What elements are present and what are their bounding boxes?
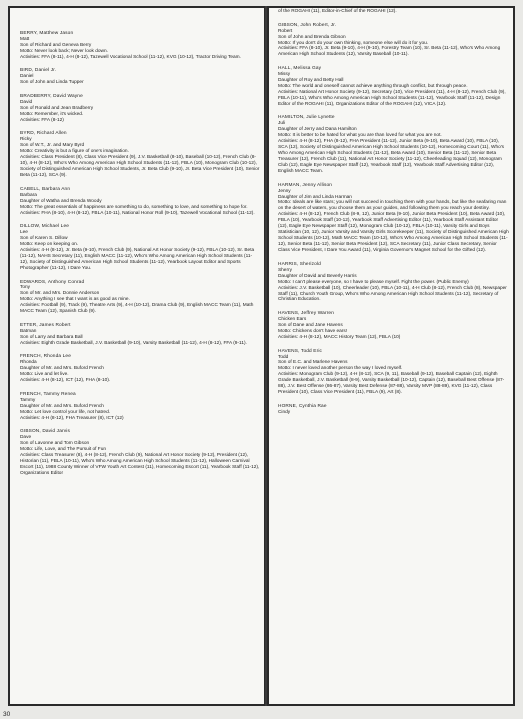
senior-name: BERRY, Matthew Jason [20, 31, 74, 36]
entry-line: Activities: 4-H (8-12), FHA (8-12), FHA President (11-12), Junior Beta (9-10), Beta Award (10), FBLA (10), SCA (12), Society of Distinguished American High School Students (10-12), Homecoming Court (11), Who's Who Among American High School Students (11-12), Beta Award (10), Senior Beta (11-12), Senior Beta Treasurer (12), French Club (11), National Art Honor Society (11-12), Cheerleading Squad (12), Monogram Club (12), Eagle Eye Newspaper Staff (12), Yearbook Staff (12), Yearbook Staff Advertising Editor (12), English MACC Team. [278, 139, 505, 174]
senior-entry [20, 354, 260, 384]
entry-line: Motto: The great essentials of happiness are something to do, something to love, and something to hope for. [20, 204, 248, 210]
entry-line: Son of W.T., Jr. and Mary Byrd [20, 143, 85, 149]
entry-line: Son of Ronald and Jean Bradberry [20, 105, 94, 111]
entry-line: Motto: Chickens don't have ears! [278, 328, 348, 334]
entry-line: Cindy [278, 409, 291, 415]
entry-line: Motto: It is better to be hated for what you are than loved for what you are not. [278, 133, 442, 139]
entry-line: Daughter of Jim and Linda Harman [278, 194, 352, 200]
entry-line: Son of John and Brenda Gibson [278, 34, 346, 40]
entry-line: Matt [20, 36, 30, 42]
senior-entry [278, 349, 509, 397]
senior-entry [20, 323, 260, 347]
senior-name: ETTER, James Robert [20, 322, 71, 328]
entry-line: Activities: Football (9), Track (9), Theatre Arts (9), 4-H (10-12), Drama Club (9), English MACC Team (11), Math MACC Team (12), Spanish Club (9). [20, 303, 254, 315]
senior-name: HAVENS, Jeffrey Warren [278, 311, 335, 317]
entry-line: Activities: FFA (8-10), Jr. Beta (9-10), 4-H (9-10), Forestry Team (10), Sr. Beta (11-12), Who's Who Among American High School Students (12), Varsity Baseball (10-11). [278, 46, 501, 58]
entry-line: Activities: J.V. Basketball (10), Cheerleader (10), FBLA (10-11), 4-H Club (8-12), French Club (8), Newspaper Staff (11), Church Youth Group, Who's Who Among American High School Students (11-12), Secretary of Christian Education. [278, 285, 507, 303]
entry-line: Todd [278, 354, 289, 360]
senior-entry [20, 429, 260, 477]
senior-name: DILLOW, Michael Lee [20, 224, 70, 230]
entry-line: Son of Larry and Barbara Ball [20, 334, 83, 340]
entry-line: Daniel [20, 74, 34, 80]
entry-line: Activities: Monogram Club (9-12), 4-H (8-12), SCA (9, 11), Baseball (9-12), Baseball Captain (12), Eighth Grade Basketball, J.V. Basketball (8-9), Varsity Basketball (10-12), Captain (12), Baseball Best Offense (87-88), J.V. Best Offense (86-87), Varsity Best Defense (87-88), Varsity MVP (88-89), KVG (11-12), Class President (10), Class Vice President (11), FBLA (9), Art (8). [278, 372, 505, 396]
entry-line: Daughter of Watha and Brenda Woody [20, 198, 102, 204]
senior-name: CABELL, Barbara Ann [20, 186, 71, 192]
senior-entry [278, 9, 509, 15]
senior-name: GIBSON, David Jarvis [20, 429, 70, 435]
senior-entry [278, 183, 509, 254]
senior-name: BYRD, Richard Allen [20, 131, 67, 137]
entry-line: Activities: Eighth Grade Basketball, J.V. Basketball (9-10), Varsity Basketball (11-12), 4-H (8-12), FFA (9-11). [20, 340, 247, 346]
entry-line: Son of Dane and Jane Havens [278, 323, 343, 329]
entry-line: Dave [20, 435, 32, 441]
entry-line: Activities: National Art Honor Society (9-12), Secretary (10), Vice President (11), 4-H (8-12), French Club (9), FBLA (10-11), Who's Who Among American High School Students (11-12), Yearbook Staff (11-12), Design Editor of the ROGAHI (11), Organizations Editor of the ROGAHI (12), VICA (12). [278, 89, 506, 107]
senior-name: HARMAN, Jenny Allison [278, 182, 333, 188]
entry-line: Son of Karen S. Dillow [20, 236, 68, 242]
entry-line: Motto: Ideals are like stars; you will not succeed in touching them with your hands, but like the seafaring man on the desert of waters, you choose them as your guides, and following them you reach your destiny. [278, 200, 507, 212]
senior-name: BRADBERRY, David Wayne [20, 94, 83, 99]
entry-line: Son of Lavonne and Tom Gibson [20, 441, 90, 447]
senior-name: HALL, Melissa Gay [278, 66, 322, 72]
entry-line: Activities: Class President (8), Class Vice President (9), J.V. Basketball (8-10), Baseball (10-12), French Club (8-10), 4-H (8-12), Who's Who Among American High School Students (11-12), FBLA (10), Monogram Club (10-12), Society of Distinguished American High School Students, Jr. Beta Club (9-10), Jr. Beta Vice President (10), Senior Beta (11-12), SCA (9). [20, 155, 260, 179]
senior-name: BIRD, Daniel Jr. [20, 68, 57, 74]
entry-line: Son of E.C. and Marlene Havens [278, 360, 348, 366]
entry-line: Son of John and Linda Tupper [20, 80, 84, 86]
senior-name: EDWARDS, Anthony Conrad [20, 279, 85, 285]
senior-name: FRENCH, Rhonda Lee [20, 354, 72, 360]
entry-line: Tony [20, 285, 31, 291]
senior-name: HAMILTON, Julie Lynette [278, 115, 335, 121]
senior-entry [20, 31, 260, 61]
entry-line: Chicken Ears [278, 317, 307, 323]
entry-line: Motto: If you don't do your own thinking, someone else will do it for you. [278, 40, 429, 46]
entry-line: Motto: Creativity is but a figure of one's imagination. [20, 149, 129, 155]
entry-line: Motto: Let love control your life, not hatred. [20, 409, 111, 415]
entry-line: Sherry [278, 267, 292, 273]
entry-line: Ricky [20, 137, 32, 143]
senior-entry [278, 262, 509, 304]
entry-line: Tammy [20, 397, 36, 403]
senior-entry [20, 131, 260, 179]
senior-entry [20, 280, 260, 316]
entry-line: Daughter of David and Beverly Harris [278, 273, 357, 279]
entry-line: Daughter of Roy and Betty Hall [278, 77, 344, 83]
entry-line: Activities: Class Treasurer (8), 4-H (8-12), French Club (9), National Art Honor Society (9-12), President (12), Historian (11), FBLA (10-11), Who's Who Among American High School Students (11-12), Halloween Carnival Escort (11), 1988 County Winner of VFW Youth Art Contest (11), Homecoming Escort (11), Yearbook Staff (11-12), Organizations Editor [20, 453, 260, 477]
senior-entry [278, 115, 509, 175]
entry-line: Motto: Never look back; Never look down. [20, 48, 108, 54]
entry-line: Jenny [278, 188, 291, 194]
left-column [20, 8, 260, 704]
entry-line: Motto: The world and oneself cannot achieve anything through conflict, but through peace. [278, 83, 468, 89]
senior-entry [278, 66, 509, 108]
senior-entry [20, 94, 260, 124]
entry-line: Activities: 4-H (8-12), ICT (12), FHA (8-10). [20, 378, 111, 384]
senior-entry [20, 187, 260, 217]
senior-name: HARRIS, Sherizold [278, 261, 321, 267]
senior-entry [278, 23, 509, 59]
entry-line: Lee [20, 230, 28, 236]
page-number: 30 [3, 711, 11, 718]
entry-line: Juli [278, 121, 286, 127]
entry-line: Motto: I never loved another person the way I loved myself. [278, 366, 403, 372]
entry-line: Motto: I can't please everyone, so I have to please myself. Fight the power. (Public Enemy) [278, 279, 469, 285]
entry-line: of the ROGAHI (11), Editor-in-Chief of the ROGAHI (12). [278, 9, 397, 14]
senior-entry [20, 224, 260, 272]
left-column-frame [8, 6, 266, 706]
entry-line: David [20, 99, 33, 105]
entry-line: Robert [278, 28, 293, 34]
entry-line: Motto: Keep on keeping on. [20, 242, 79, 248]
entry-line: Motto: Live and let live. [20, 372, 69, 378]
entry-line: Batman [20, 328, 37, 334]
entry-line: Activities: FFA (8-12) [20, 117, 64, 123]
entry-line: Activities: FFA (8-11), 4-H (8-12), Tazewell Vocational School (11-12), KVG (10-12), Tractor Driving Team. [20, 54, 241, 60]
right-column-frame [267, 6, 515, 706]
entry-line: Activities: 4-H (8-12), French Club (8-9, 12), Junior Beta (9-10), Junior Beta President (10), Beta Award (10), FBLA (10), Yearbook Staff (10-12), Yearbook Staff Advertising Editor (11), Yearbook Staff Assistant Editor (12), Eagle Eye Newspaper Staff (12), Monogram Club (10-12), FBLA (10-11), Varsity Girls and Boys Statistician (10, 12), Junior Varsity and Varsity Girls Scorekeeper (11), Society of Distinguished American High School Students (10-12), Math MACC Team (10-12), Who's Who Among American High School Students (11-12), Senior Beta (11-12), Senior Beta President (12), SCA Secretary (11), Junior Class Secretary, Senior Class Vice President, I Dare You Award (11), Virginia Governor's Magnet School for the Gifted (12). [278, 212, 509, 254]
entry-line: Daughter of Mr. and Mrs. Buford French [20, 366, 104, 372]
senior-name: HAVENS, Todd Eric [278, 348, 323, 354]
senior-name: FRENCH, Tammy Renea [20, 391, 76, 397]
entry-line: Motto: Anything I see that I want is as good as mine. [20, 297, 130, 303]
entry-line: Missy [278, 72, 291, 77]
entry-line: Barbara [20, 192, 37, 198]
senior-entry [278, 404, 509, 416]
entry-line: Activities: 4-H (8-12), Jr. Beta (9-10), French Club (9), National Art Honor Society (9-12), FBLA (10-12), Sr. Beta (11-12), NAHS Secretary (11), English MACC (11-12), Who's Who Among American High School Students (11-12), Society of Distinguished American High School Students (11-12), Yearbook Layout Editor and Sports Photographer (11-12), I Dare You. [20, 248, 255, 271]
senior-entry [278, 311, 509, 341]
entry-line: Son of Richard and Geneva Berry [20, 42, 92, 48]
entry-line: Daughter of Jerry and Dana Hamilton [278, 127, 357, 133]
entry-line: Son of Mr. and Mrs. Donnie Anderson [20, 291, 100, 297]
right-column [278, 8, 509, 704]
entry-line: Rhonda [20, 360, 37, 366]
entry-line: Activities: 4-H (8-12), FHA Treasurer (8), ICT (12) [20, 415, 124, 421]
entry-line: Motto: Life, Love, and The Pursuit of Fun [20, 447, 106, 453]
senior-name: GIBSON, John Robert, Jr. [278, 22, 337, 28]
entry-line: Activities: 4-H (8-12), MACC History Team (12), FBLA (10) [278, 334, 401, 340]
senior-entry [20, 392, 260, 422]
senior-entry [20, 68, 260, 86]
entry-line: Daughter of Mr. and Mrs. Buford French [20, 403, 104, 409]
entry-line: Motto: Remember, it's wicked. [20, 111, 84, 117]
senior-name: HORNE, Cynthia Rae [278, 403, 327, 409]
entry-line: Activities: FHA (8-10), 4-H (8-12), FBLA (10-11), National Honor Roll (9-10), Tazewell Vocational School (11-12). [20, 210, 255, 216]
